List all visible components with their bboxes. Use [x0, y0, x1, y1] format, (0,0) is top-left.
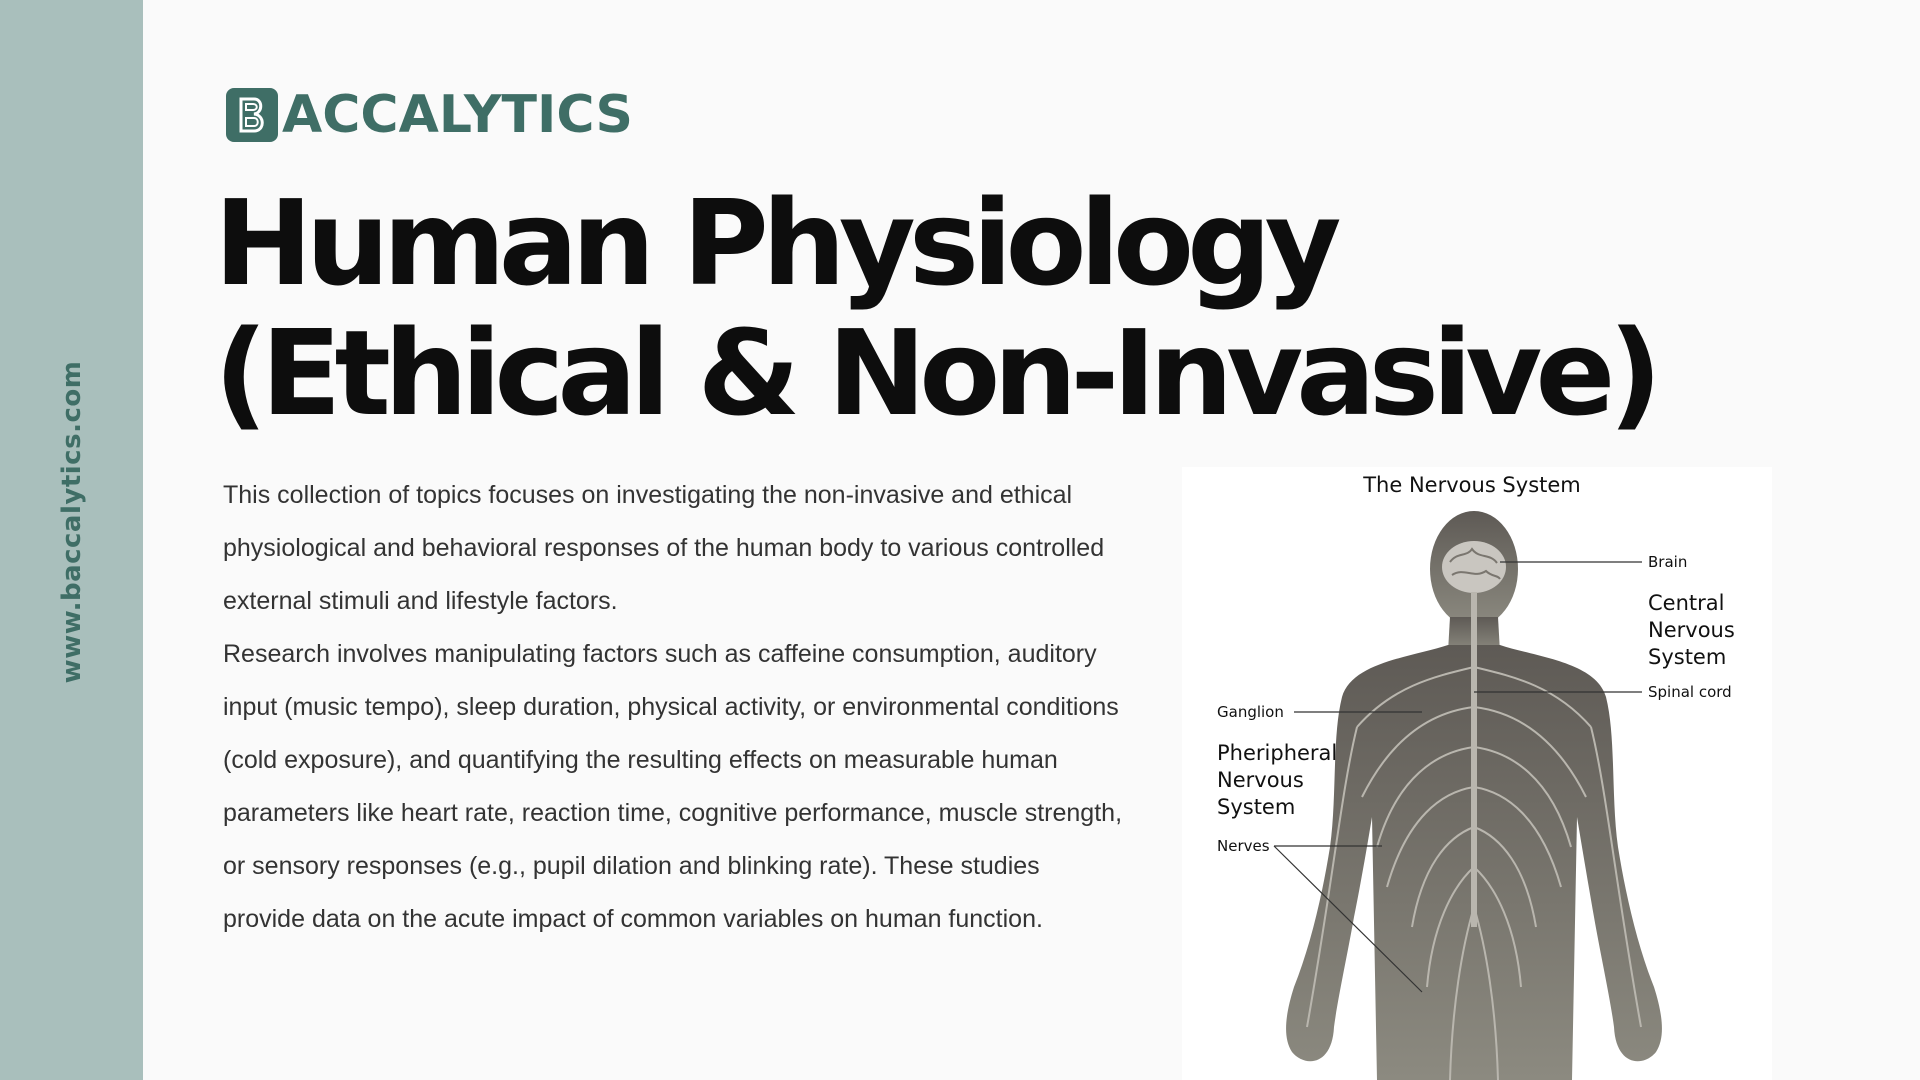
logo-mark-icon: [226, 88, 278, 142]
label-peripheral-3: System: [1217, 795, 1296, 819]
title-line-2: (Ethical & Non-Invasive): [214, 304, 1656, 442]
description: [223, 469, 1123, 946]
label-central-1: Central: [1648, 591, 1725, 615]
label-spinal-cord: Spinal cord: [1648, 683, 1732, 701]
page-title: [214, 174, 1656, 442]
label-ganglion: Ganglion: [1217, 703, 1284, 721]
label-peripheral-2: Nervous: [1217, 768, 1304, 792]
title-line-1: Human Physiology: [214, 174, 1335, 312]
figure-title: The Nervous System: [1363, 473, 1581, 497]
label-nerves: Nerves: [1217, 837, 1270, 855]
nervous-system-figure: [1182, 467, 1772, 1080]
website-url[interactable]: www.baccalytics.com: [57, 360, 87, 684]
description-paragraph-1: This collection of topics focuses on investigating the non-invasive and ethical physiological and behavioral responses of the human body to various controlled external stimuli and lifestyle factors.: [223, 481, 1105, 615]
sidebar: [0, 0, 143, 1080]
label-central-2: Nervous: [1648, 618, 1735, 642]
label-brain: Brain: [1648, 553, 1688, 571]
brand-name: ACCALYTICS: [282, 85, 633, 145]
label-central-3: System: [1648, 645, 1727, 669]
description-paragraph-2: Research involves manipulating factors such as caffeine consumption, auditory input (music tempo), sleep duration, physical activity, or environmental conditions (cold exposure), and quantifying the resulting effects on measurable human parameters like heart rate, reaction time, cognitive performance, muscle strength, or sensory responses (e.g., pupil dilation and blinking rate). These studies provide data on the acute impact of common variables on human function.: [223, 640, 1123, 933]
brand-logo: [226, 85, 633, 145]
label-peripheral-1: Pheripheral: [1217, 741, 1338, 765]
brain-shape: [1442, 541, 1506, 593]
